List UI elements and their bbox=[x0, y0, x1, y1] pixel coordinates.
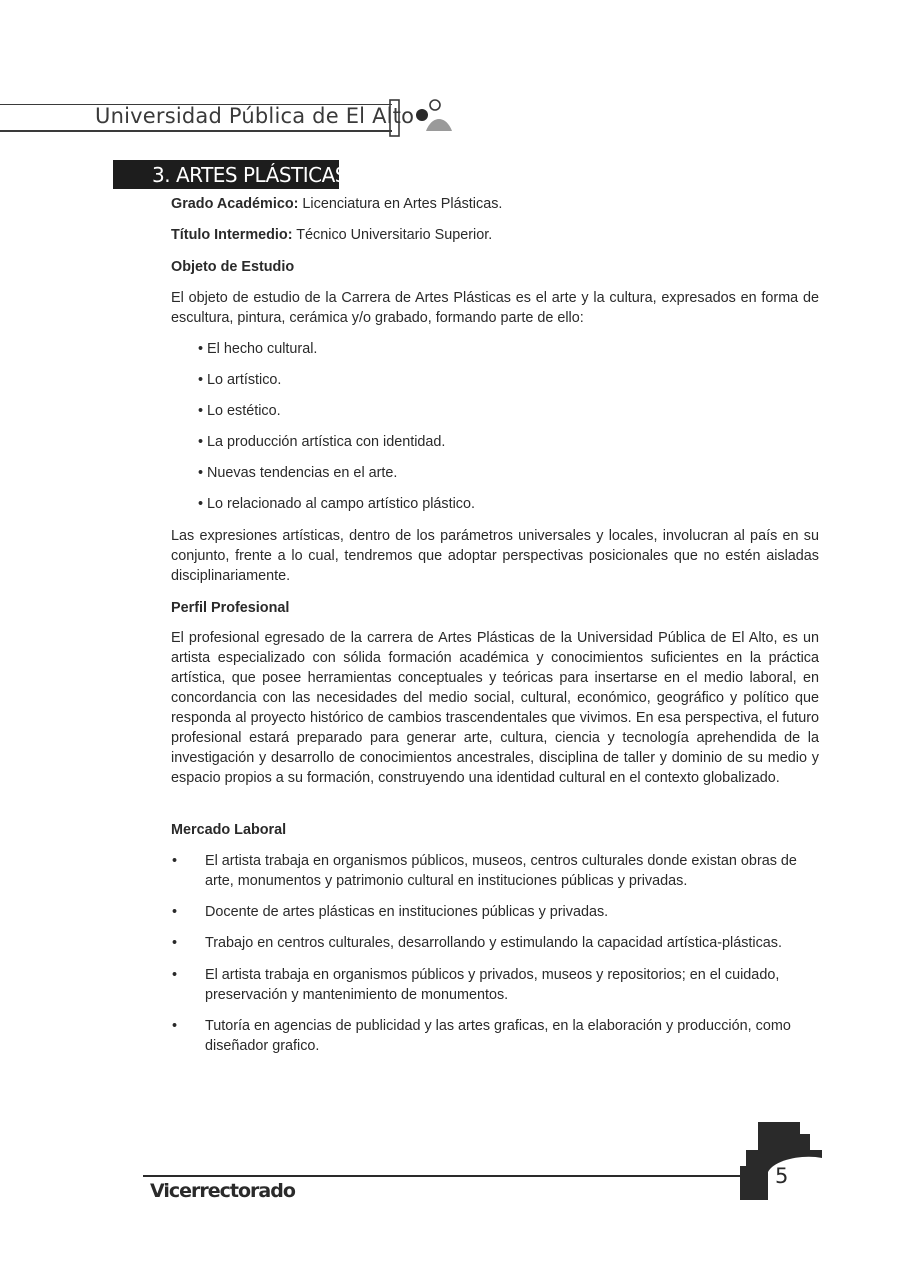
list-item: Docente de artes plásticas en instituciones públicas y privadas. bbox=[205, 904, 609, 920]
list-item: Trabajo en centros culturales, desarrollando y estimulando la capacidad artística-plásticas. bbox=[205, 935, 782, 951]
bullet-icon: • bbox=[172, 967, 178, 983]
list-item: • Lo relacionado al campo artístico plástico. bbox=[198, 496, 476, 512]
list-item: • El hecho cultural. bbox=[198, 341, 318, 357]
objeto-heading: Objeto de Estudio bbox=[171, 259, 295, 275]
perfil-text: El profesional egresado de la carrera de Artes Plásticas de la Universidad Pública de El Alto, es un artista especializado con sólida formación académica y conocimientos suficientes en la práctica artística, que posee herramientas conceptuales y teóricas para insertarse en el medio laboral, en concordancia con las necesidades del medio social, cultural, económico, geográfico y político que responda al proyecto histórico de cambios trascendentales que vivimos. En esa perspectiva, el futuro profesional estará preparado para generar arte, cultura, ciencia y tecnología aprehendida de la investigación y desarrollo de conocimientos ancestrales, disciplina de taller y dominio de su medio y espacio propios a su formación, construyendo una identidad cultural en el contexto globalizado. bbox=[171, 630, 819, 786]
footer-rule bbox=[143, 1175, 743, 1177]
bullet-icon: • bbox=[172, 853, 178, 869]
page-number-emblem-icon bbox=[738, 1120, 823, 1200]
list-item: Tutoría en agencias de publicidad y las artes graficas, en la elaboración y producción, como diseñador grafico. bbox=[205, 1018, 791, 1054]
list-item: El artista trabaja en organismos públicos y privados, museos y repositorios; en el cuidado, preservación y mantenimiento de monumentos. bbox=[205, 967, 780, 1003]
grado-value: Licenciatura en Artes Plásticas. bbox=[298, 196, 503, 212]
section-title: 3. ARTES PLÁSTICAS bbox=[152, 163, 347, 187]
titulo-label: Título Intermedio: bbox=[171, 227, 293, 243]
objeto-text: El objeto de estudio de la Carrera de Artes Plásticas es el arte y la cultura, expresados en forma de escultura, pintura, cerámica y/o grabado, formando parte de ello: bbox=[171, 290, 819, 326]
bullet-icon: • bbox=[172, 935, 178, 951]
university-name: Universidad Pública de El Alto bbox=[95, 104, 415, 128]
list-item: • Lo artístico. bbox=[198, 372, 282, 388]
header-rule bbox=[0, 130, 392, 132]
titulo-intermedio bbox=[171, 225, 819, 245]
vicerrectorado-logo: Vicerrectorado bbox=[150, 1180, 295, 1202]
bullet-icon: • bbox=[172, 1018, 178, 1034]
list-item: • La producción artística con identidad. bbox=[198, 434, 446, 450]
university-emblem-icon bbox=[388, 95, 458, 140]
mercado-heading: Mercado Laboral bbox=[171, 822, 287, 838]
list-item: El artista trabaja en organismos públicos, museos, centros culturales donde existan obras de arte, monumentos y patrimonio cultural en instituciones públicas y privadas. bbox=[205, 853, 797, 889]
titulo-value: Técnico Universitario Superior. bbox=[292, 227, 493, 243]
list-item: • Lo estético. bbox=[198, 403, 281, 419]
perfil-heading: Perfil Profesional bbox=[171, 600, 290, 616]
grado-academico bbox=[171, 194, 819, 214]
bullet-icon: • bbox=[172, 904, 178, 920]
grado-label: Grado Académico: bbox=[171, 196, 299, 212]
list-item: • Nuevas tendencias en el arte. bbox=[198, 465, 398, 481]
page-number: 5 bbox=[775, 1164, 789, 1188]
expresiones-text: Las expresiones artísticas, dentro de los parámetros universales y locales, involucran al país en su conjunto, frente a lo cual, tendremos que adoptar perspectivas posicionales que no estén aisladas disciplinariamente. bbox=[171, 528, 819, 584]
